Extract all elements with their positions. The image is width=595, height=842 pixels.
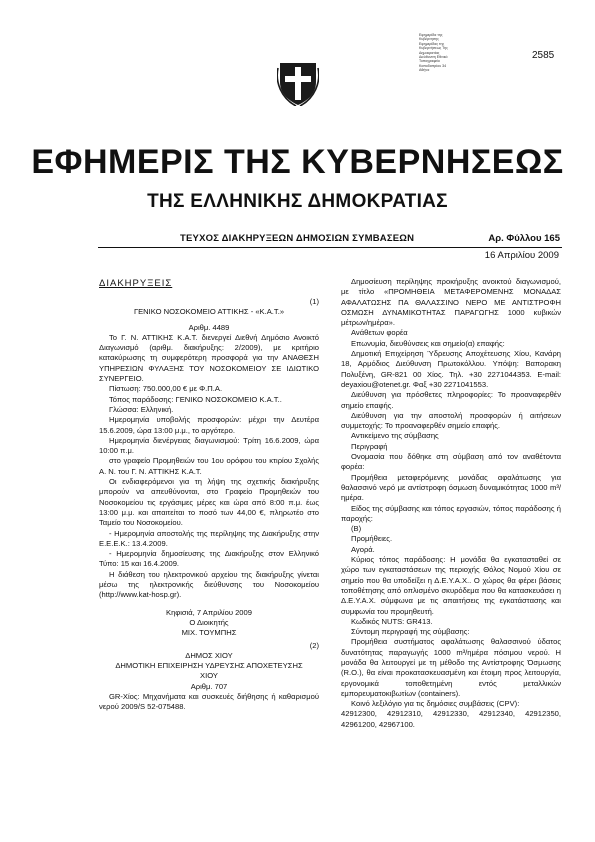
- gazette-title: ΕΦΗΜΕΡΙΣ ΤΗΣ ΚΥΒΕΡΝΗΣΕΩΣ: [31, 143, 564, 181]
- page-number: 2585: [532, 50, 555, 61]
- notice-paragraph: Πίστωση: 750.000,00 € με Φ.Π.Α.: [109, 384, 223, 394]
- notice-paragraph: Προμήθεια συστήματος αφαλάτωσης θαλασσινού ύδατος δυνατότητας παραγωγής 1000 m³/ημέρα πόσιμου νερού. Η μονάδα θα λειτουργεί με τη μέθοδο της Αντίστροφης Όσμωσης (R.O.), θα είναι προκατασκευασμένη και έτοιμη προς λειτουργία, εργονομικά τοποθετημένη εντός μεταλλικών εμπορευματοκιβωτίων (containers).: [341, 637, 561, 698]
- issue-bar: [98, 232, 562, 248]
- notice-paragraph: Δημοτική Επιχείρηση Ύδρευσης Αποχέτευσης Χίου, Κανάρη 18, Αρμόδιος Διεύθυνση Πρωτοκόλλου. Υπόψη: Βαπορακη Πολυξένη, GR-821 00 Χίος. Τηλ. +30 2271044353. E-mail: deyaxiou@otenet.gr. Φαξ +30 2271041553.: [341, 349, 561, 389]
- notice-organization: ΔΗΜΟΣ ΧΙΟΥ: [185, 650, 233, 660]
- signer-role: Ο Διοικητής: [189, 617, 229, 627]
- notice-organization: ΓΕΝΙΚΟ ΝΟΣΟΚΟΜΕΙΟ ΑΤΤΙΚΗΣ - «Κ.Α.Τ.»: [133, 307, 285, 317]
- notice-paragraph: Οι ενδιαφερόμενοι για τη λήψη της σχετικής διακήρυξης μπορούν να απευθύνονται, στο Γραφείο Προμηθειών του Νοσοκομείου τις εργάσιμες μέρες και ώρα από 8:00 π.μ. έως 13:00 μ.μ. και απαιτείται το ποσό των 44,00 €, πληρωτέο στο Ταμείο του Νοσοκομείου.: [99, 477, 319, 528]
- notice-paragraph: Περιγραφή: [351, 441, 388, 451]
- gazette-subtitle: ΤΗΣ ΕΛΛΗΝΙΚΗΣ ΔΗΜΟΚΡΑΤΙΑΣ: [147, 191, 448, 212]
- issue-number: Αρ. Φύλλου 165: [488, 233, 560, 244]
- right-column: [341, 277, 561, 730]
- notice-paragraph: Τόπος παράδοσης: ΓΕΝΙΚΟ ΝΟΣΟΚΟΜΕΙΟ Κ.Α.Τ..: [109, 394, 282, 404]
- section-heading: ΔΙΑΚΗΡΥΞΕΙΣ: [99, 278, 173, 289]
- notice-paragraph: Ημερομηνία υποβολής προσφορών: μέχρι την Δευτέρα 15.6.2009, ώρα 13:00 μ.μ., το αργότερο.: [99, 415, 319, 435]
- notice-paragraph: Σύντομη περιγραφή της σύμβασης:: [351, 627, 470, 637]
- notice-paragraph: - Ημερομηνία αποστολής της περίληψης της Διακήρυξης στην Ε.Ε.Ε.Κ.: 13.4.2009.: [99, 528, 319, 548]
- notice-paragraph: Προμήθεια μεταφερόμενης μονάδας αφαλάτωσης για θαλασσινό νερό με αντίστροφη όσμωση δυναμικότητας 1000 m³/ημέρα.: [341, 472, 561, 503]
- notice-ref: (1): [309, 297, 319, 306]
- notice-ref: (2): [309, 640, 319, 650]
- notice-paragraph: Διεύθυνση για την αποστολή προσφορών ή αιτήσεων συμμετοχής: Το προαναφερθέν σημείο επαφής.: [341, 410, 561, 431]
- notice-paragraph: Κοινό λεξιλόγιο για τις δημόσιες συμβάσεις (CPV):: [351, 699, 520, 709]
- notice-paragraph: Δημοσίευση περίληψης προκήρυξης ανοικτού διαγωνισμού, με τίτλο «ΠΡΟΜΗΘΕΙΑ ΜΕΤΑΦΕΡΟΜΕΝΗΣ ΜΟΝΑΔΑΣ ΑΦΑΛΑΤΩΣΗΣ ΠΑ ΘΑΛΑΣΣΙΝΟ ΝΕΡΟ ΜΕ ΑΝΤΙΣΤΡΟΦΗ ΟΣΜΩΣΗ ΔΥΝΑΜΙΚΟΤΗΤΑΣ ΠΑΡΑΓΩΓΗΣ 1000 κυβικών μέτρων/ημέρα».: [341, 277, 561, 328]
- publication-info: [419, 33, 489, 73]
- notice-paragraph: Η διάθεση του ηλεκτρονικού αρχείου της διακήρυξης γίνεται μέσω της ηλεκτρονικής διεύθυνσης του Νοσοκομείου (http://www.kat-hosp.gr).: [99, 569, 319, 600]
- info-line: Δημοκρατίας: [419, 50, 440, 55]
- notice-paragraph: Κωδικός NUTS: GR413.: [351, 616, 433, 626]
- greek-coat-of-arms-icon: [277, 60, 319, 106]
- notice-paragraph: Αγορά.: [351, 544, 375, 554]
- notice-paragraph: στο γραφείο Προμηθειών του 1ου ορόφου του κτιρίου Σχολής Α. Ν. του Γ. Ν. ΑΤΤΙΚΗΣ Κ.Α.Τ.: [99, 456, 319, 476]
- notice-place-date: Κηφισιά, 7 Απριλίου 2009: [166, 607, 252, 617]
- signer-name: ΜΙΧ. ΤΟΥΜΠΗΣ: [181, 628, 237, 638]
- notice-paragraph: Αντικείμενο της σύμβασης: [351, 431, 439, 441]
- notice-paragraph: Κύριος τόπος παράδοσης: Η μονάδα θα εγκατασταθεί σε χώρο των εγκαταστάσεων της περιοχής Θόλος Νομού Χίου σε σημείο που θα υποδείξει η Δ.Ε.Υ.Α.Χ.. Ο χώρος θα φέρει βάσεις τοποθέτησης από οπλισμένο σκυρόδεμα που θα κατασκευάσει η Δ.Ε.Υ.Α.Χ. σύμφωνα με τις απαιτήσεις της εγκατάστασης και συμφωνία του προμηθευτή.: [341, 555, 561, 616]
- issue-date: 16 Απριλίου 2009: [484, 250, 559, 261]
- info-line: Εφημερίδα της: [419, 33, 443, 37]
- notice-organization: ΔΗΜΟΤΙΚΗ ΕΠΙΧΕΙΡΗΣΗ ΥΔΡΕΥΣΗΣ ΑΠΟΧΕΤΕΥΣΗΣ: [115, 661, 303, 671]
- notice-organization: ΧΙΟΥ: [200, 671, 218, 681]
- notice-paragraph: Διεύθυνση για πρόσθετες πληροφορίες: Το προαναφερθέν σημείο επαφής.: [341, 390, 561, 410]
- notice-paragraph: Το Γ. Ν. ΑΤΤΙΚΗΣ Κ.Α.Τ. διενεργεί Διεθνή Δημόσιο Ανοικτό Διαγωνισμό (αριθμ. διακήρυξης: 2/2009), με κριτήριο κατακύρωσης τη συμφερότερη προσφορά για την ΑΝΑΘΕΣΗ ΥΠΗΡΕΣΙΩΝ ΦΥΛΑΞΗΣ ΤΟΥ ΝΟΣΟΚΟΜΕΙΟΥ ΣΕ ΙΔΙΩΤΙΚΟ ΣΥΝΕΡΓΕΙΟ.: [99, 332, 319, 384]
- info-line: Διεύθυνση Εθνικό: [419, 55, 448, 60]
- info-line: Εφημερίδας της: [419, 41, 445, 46]
- info-line: Κυβέρνησης: [419, 37, 439, 42]
- notice-paragraph: Επωνυμία, διευθύνσεις και σημείο(α) επαφής:: [351, 338, 505, 348]
- notice-paragraph: GR-Χίος: Μηχανήματα και συσκευές διήθησης ή καθαρισμού νερού 2009/S 52-075488.: [99, 691, 319, 712]
- info-line: Αθήνα: [419, 68, 430, 73]
- left-column: [99, 277, 319, 713]
- notice-paragraph: Ανάθετων φορέα: [351, 328, 408, 338]
- notice-paragraph: 42912300, 42912310, 42912330, 42912340, 42912350, 42961200, 42967100.: [341, 709, 561, 729]
- notice-paragraph: Ημερομηνία διενέργειας διαγωνισμού: Τρίτη 16.6.2009, ώρα 10:00 π.μ.: [99, 435, 319, 456]
- notice-number: Αριθμ. 707: [190, 681, 228, 691]
- info-line: Κυβερνήσεως Της: [419, 46, 448, 51]
- notice-paragraph: Γλώσσα: Ελληνική.: [109, 404, 174, 414]
- notice-paragraph: - Ημερομηνία δημοσίευσης της Διακήρυξης στον Ελληνικό Τύπο: 15 και 16.4.2009.: [99, 549, 319, 569]
- notice-paragraph: Ονομασία που δόθηκε στη σύμβαση από τον αναθέτοντα φορέα:: [341, 452, 561, 472]
- notice-paragraph: Προμήθειες.: [351, 534, 393, 544]
- notice-paragraph: (B): [351, 524, 362, 534]
- info-line: Τυπογραφείο: [419, 59, 440, 64]
- issue-type: ΤΕΥΧΟΣ ΔΙΑΚΗΡΥΞΕΩΝ ΔΗΜΟΣΙΩΝ ΣΥΜΒΑΣΕΩΝ: [180, 233, 415, 244]
- info-line: Καποδιστρίου 34: [419, 63, 447, 68]
- notice-number: Αριθμ. 4489: [188, 322, 230, 332]
- notice-paragraph: Είδος της σύμβασης και τόπος εργασιών, τόπος παράδοσης ή παροχής:: [341, 503, 561, 523]
